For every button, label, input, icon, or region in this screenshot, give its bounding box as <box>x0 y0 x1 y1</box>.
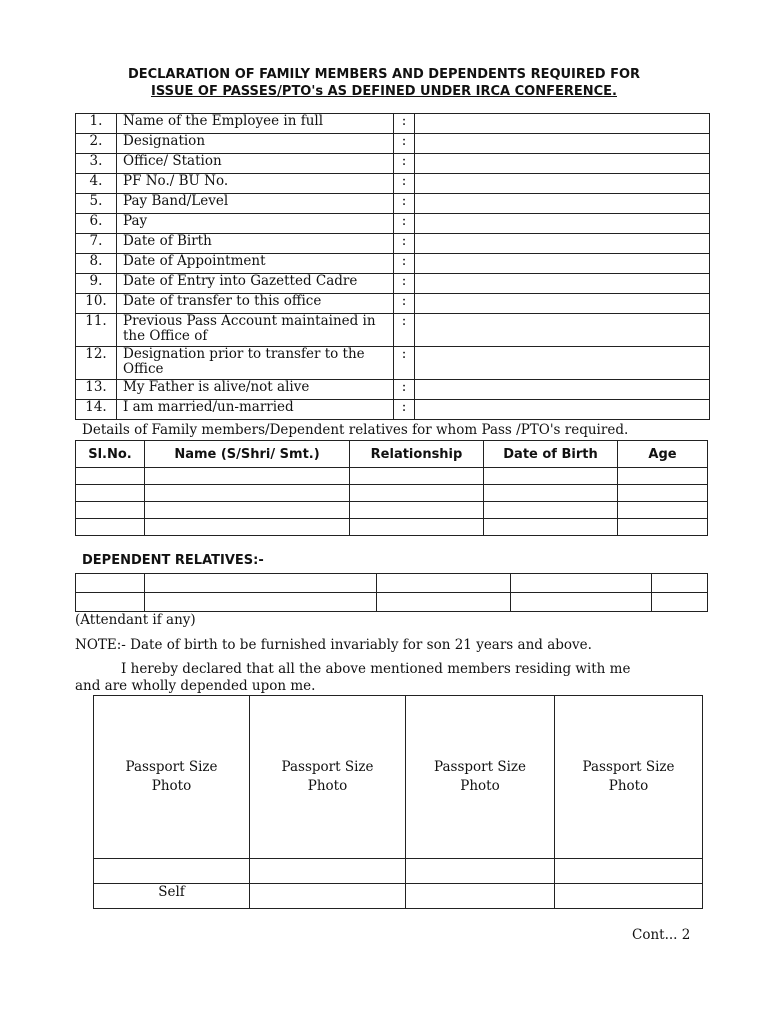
field-colon: : <box>394 134 415 154</box>
field-number: 8. <box>76 254 117 274</box>
field-number: 1. <box>76 114 117 134</box>
field-number: 10. <box>76 294 117 314</box>
field-colon: : <box>394 314 415 347</box>
declaration-line-2: and are wholly depended upon me. <box>75 678 316 694</box>
table-row <box>76 254 710 274</box>
field-colon: : <box>394 214 415 234</box>
field-value[interactable] <box>415 294 710 314</box>
col-header-age: Age <box>618 441 708 468</box>
photo-label: Photo <box>460 778 500 794</box>
field-value[interactable] <box>415 114 710 134</box>
photo-label: Passport Size <box>281 759 374 775</box>
photo-box[interactable] <box>250 696 406 859</box>
field-value[interactable] <box>415 400 710 420</box>
field-number: 13. <box>76 380 117 400</box>
field-value[interactable] <box>415 380 710 400</box>
form-title <box>0 66 768 100</box>
continued-footer: Cont... 2 <box>632 927 691 943</box>
dependent-relatives-heading: DEPENDENT RELATIVES:- <box>82 553 264 568</box>
photo-label: Passport Size <box>434 759 526 775</box>
field-label: Previous Pass Account maintained in the Office of <box>117 314 394 347</box>
table-row <box>76 134 710 154</box>
photo-box[interactable] <box>406 696 555 859</box>
family-members-table <box>75 440 708 536</box>
title-line-2: ISSUE OF PASSES/PTO's AS DEFINED UNDER IRCA CONFERENCE. <box>150 84 617 99</box>
photo-box[interactable] <box>555 696 703 859</box>
field-value[interactable] <box>415 347 710 380</box>
self-label: Self <box>94 884 250 909</box>
field-colon: : <box>394 380 415 400</box>
field-value[interactable] <box>415 214 710 234</box>
field-number: 2. <box>76 134 117 154</box>
field-value[interactable] <box>415 274 710 294</box>
table-row <box>76 468 708 485</box>
field-number: 14. <box>76 400 117 420</box>
field-number: 7. <box>76 234 117 254</box>
field-label: PF No./ BU No. <box>117 174 394 194</box>
declaration-line-1: I hereby declared that all the above mentioned members residing with me <box>121 661 631 677</box>
photo-label: Photo <box>307 778 348 794</box>
field-label: Designation prior to transfer to the Office <box>117 347 394 380</box>
col-header-slno: Sl.No. <box>76 441 145 468</box>
table-row <box>76 234 710 254</box>
field-colon: : <box>394 234 415 254</box>
field-value[interactable] <box>415 174 710 194</box>
attendant-note: (Attendant if any) <box>75 612 196 628</box>
photo-label: Photo <box>151 778 192 794</box>
col-header-dob: Date of Birth <box>484 441 618 468</box>
field-number: 5. <box>76 194 117 214</box>
photo-box-self[interactable] <box>94 696 250 859</box>
table-row <box>76 519 708 536</box>
photo-table <box>93 695 703 909</box>
field-colon: : <box>394 194 415 214</box>
table-row <box>76 502 708 519</box>
field-number: 9. <box>76 274 117 294</box>
field-label: Designation <box>117 134 394 154</box>
table-row <box>76 154 710 174</box>
field-value[interactable] <box>415 134 710 154</box>
field-colon: : <box>394 254 415 274</box>
photo-label: Photo <box>608 778 649 794</box>
table-row <box>76 593 708 612</box>
field-number: 4. <box>76 174 117 194</box>
field-label: Date of Appointment <box>117 254 394 274</box>
table-row <box>76 485 708 502</box>
table-row <box>76 294 710 314</box>
field-colon: : <box>394 294 415 314</box>
table-row <box>76 380 710 400</box>
field-colon: : <box>394 347 415 380</box>
field-label: Office/ Station <box>117 154 394 174</box>
field-value[interactable] <box>415 314 710 347</box>
field-label: Date of Birth <box>117 234 394 254</box>
table-row <box>76 214 710 234</box>
field-number: 12. <box>76 347 117 380</box>
table-row <box>76 194 710 214</box>
field-value[interactable] <box>415 234 710 254</box>
col-header-relationship: Relationship <box>350 441 484 468</box>
table-row <box>76 174 710 194</box>
field-colon: : <box>394 274 415 294</box>
col-header-name: Name (S/Shri/ Smt.) <box>145 441 350 468</box>
field-label: Name of the Employee in full <box>117 114 394 134</box>
field-label: I am married/un-married <box>117 400 394 420</box>
employee-details-table <box>75 113 710 420</box>
field-number: 11. <box>76 314 117 347</box>
table-row <box>76 114 710 134</box>
table-row <box>76 314 710 347</box>
field-label: My Father is alive/not alive <box>117 380 394 400</box>
table-row <box>76 400 710 420</box>
field-colon: : <box>394 154 415 174</box>
dob-note: NOTE:- Date of birth to be furnished invariably for son 21 years and above. <box>75 637 592 653</box>
field-colon: : <box>394 400 415 420</box>
photo-label: Passport Size <box>125 759 218 775</box>
field-number: 3. <box>76 154 117 174</box>
table-row <box>76 274 710 294</box>
field-value[interactable] <box>415 254 710 274</box>
dependent-relatives-table <box>75 573 708 612</box>
field-colon: : <box>394 114 415 134</box>
photo-label: Passport Size <box>582 759 675 775</box>
table-row <box>76 574 708 593</box>
field-label: Pay <box>117 214 394 234</box>
field-label: Pay Band/Level <box>117 194 394 214</box>
title-line-1: DECLARATION OF FAMILY MEMBERS AND DEPENDENTS REQUIRED FOR <box>127 67 641 82</box>
table-row <box>76 347 710 380</box>
field-value[interactable] <box>415 154 710 174</box>
field-number: 6. <box>76 214 117 234</box>
field-value[interactable] <box>415 194 710 214</box>
field-label: Date of Entry into Gazetted Cadre <box>117 274 394 294</box>
field-label: Date of transfer to this office <box>117 294 394 314</box>
family-intro: Details of Family members/Dependent relatives for whom Pass /PTO's required. <box>82 422 629 438</box>
field-colon: : <box>394 174 415 194</box>
